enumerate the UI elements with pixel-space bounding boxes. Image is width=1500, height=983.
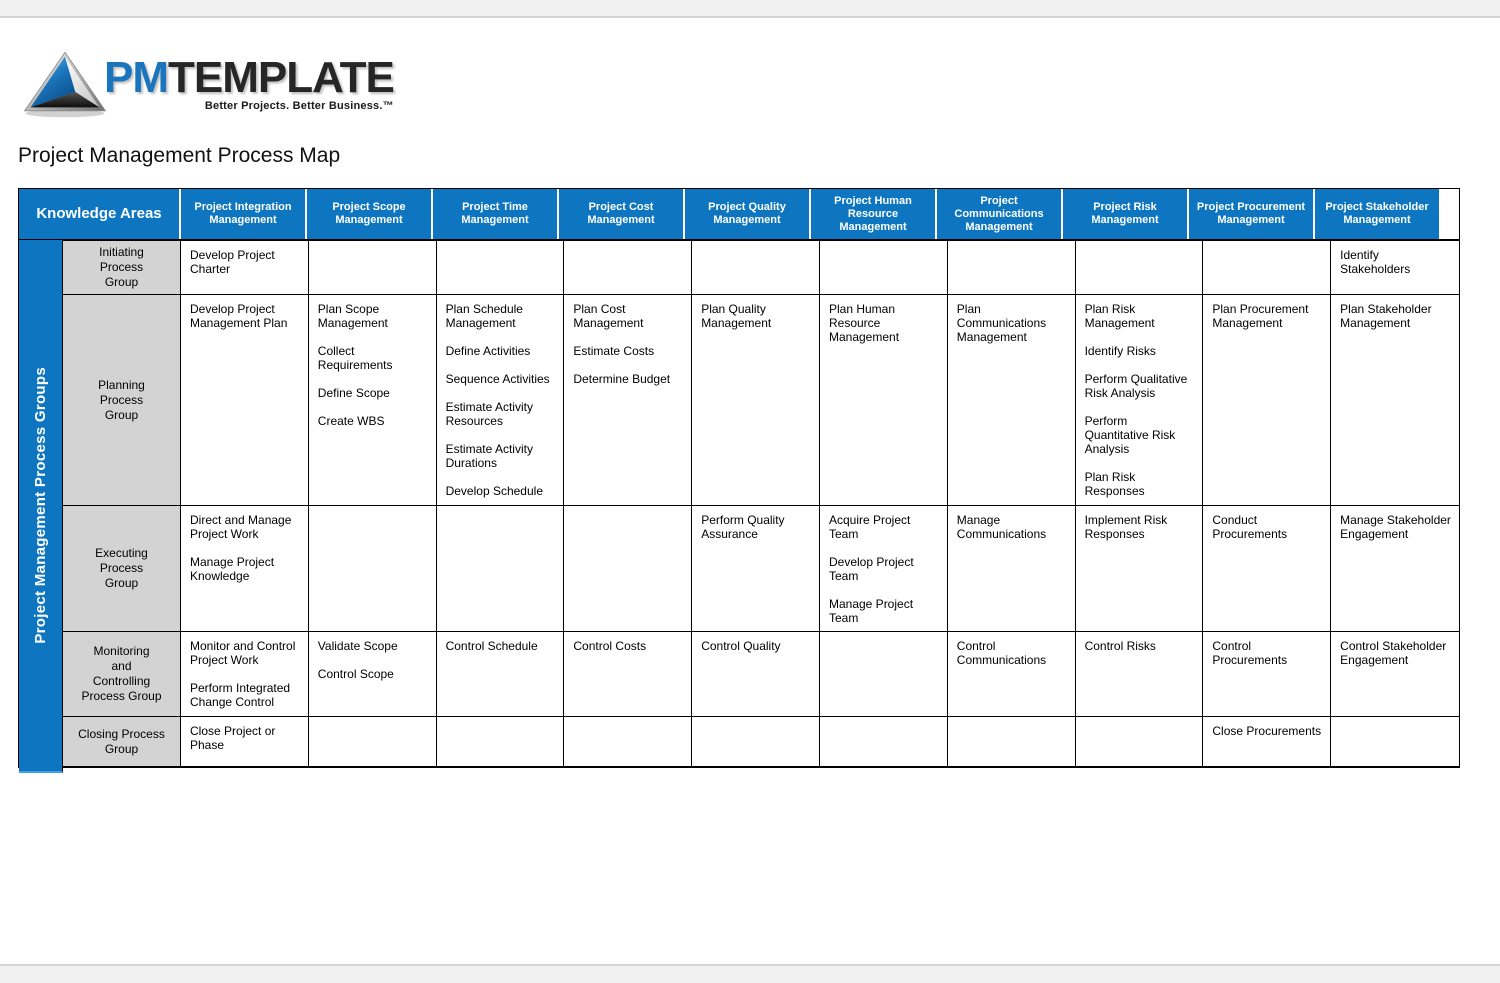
matrix-cell (948, 717, 1076, 766)
process-item: Planning (98, 377, 145, 392)
matrix-cell (309, 506, 437, 631)
matrix-cell (820, 717, 948, 766)
matrix-cell (1331, 295, 1459, 505)
matrix-cell (181, 295, 309, 505)
matrix-cell (564, 632, 692, 716)
process-item: Control Schedule (445, 639, 538, 653)
process-item: Controlling (92, 674, 151, 688)
table-row-closing (63, 716, 1459, 766)
process-item: Direct and Manage Project Work (190, 513, 292, 541)
process-item: Define Activities (445, 344, 531, 358)
matrix-cell (437, 632, 565, 716)
matrix-cell (948, 506, 1076, 631)
matrix-cell (564, 295, 692, 505)
vertical-axis-label: Project Management Process Groups (32, 367, 49, 644)
process-item: Perform Qualitative Risk Analysis (1084, 372, 1188, 400)
table-row-planning (63, 294, 1459, 505)
process-item: Close Procurements (1212, 724, 1322, 738)
column-header-risk: Project Risk Management (1061, 189, 1187, 239)
process-item: Control Quality (701, 639, 781, 653)
column-header-quality: Project Quality Management (683, 189, 809, 239)
process-item: Estimate Activity Durations (445, 442, 533, 470)
matrix-cell (1331, 506, 1459, 631)
process-item: Plan Schedule Management (445, 302, 523, 330)
process-item: Control Scope (317, 667, 394, 681)
process-item: Manage Stakeholder Engagement (1340, 513, 1451, 541)
matrix-cell (309, 241, 437, 294)
matrix-cell (181, 632, 309, 716)
process-group-label (63, 295, 181, 505)
process-item: Conduct Procurements (1212, 513, 1288, 541)
matrix-cell (309, 295, 437, 505)
process-item: Perform Quality Assurance (701, 513, 785, 541)
process-item: Implement Risk Responses (1084, 513, 1168, 541)
top-bar (0, 0, 1500, 18)
process-item: Acquire Project Team (828, 513, 911, 541)
matrix-cell (1076, 717, 1204, 766)
matrix-cell (692, 506, 820, 631)
process-item: Plan Cost Management (573, 302, 644, 330)
process-item: Group (104, 407, 139, 422)
process-item: Initiating (99, 245, 144, 259)
column-header-human-resource: Project Human Resource Management (809, 189, 935, 239)
process-item: Control Communications (956, 639, 1047, 667)
table-body (19, 239, 1459, 766)
matrix-cell (1076, 241, 1204, 294)
table-header-row (19, 189, 1459, 239)
process-item: Identify Risks (1084, 344, 1156, 358)
process-item: Process (99, 392, 144, 407)
matrix-cell (564, 717, 692, 766)
matrix-cell (1203, 717, 1331, 766)
process-item: Group (104, 741, 139, 756)
process-item: Manage Project Team (828, 597, 914, 625)
logo-text-pm: PM (104, 53, 168, 102)
matrix-cell (437, 241, 565, 294)
logo-text-template: TEMPLATE (168, 53, 394, 102)
process-item: Plan Stakeholder Management (1340, 302, 1432, 330)
process-item: Develop Project Team (828, 555, 914, 583)
matrix-cell (692, 295, 820, 505)
table-row-monitoring-controlling (63, 631, 1459, 716)
process-item: Estimate Costs (573, 344, 655, 358)
process-item: and (111, 659, 132, 673)
column-header-integration: Project Integration Management (179, 189, 305, 239)
process-item: Process (99, 561, 144, 575)
column-header-cost: Project Cost Management (557, 189, 683, 239)
process-item: Create WBS (317, 414, 385, 428)
logo (22, 50, 394, 120)
process-group-label (63, 506, 181, 631)
process-item: Develop Project Charter (190, 248, 275, 276)
process-item: Control Risks (1084, 639, 1156, 653)
process-item: Plan Human Resource Management (828, 302, 900, 344)
logo-tagline: Better Projects. Better Business.™ (204, 100, 394, 112)
matrix-cell (309, 717, 437, 766)
matrix-cell (437, 506, 565, 631)
process-item: Monitor and Control Project Work (190, 639, 296, 667)
matrix-cell (1203, 295, 1331, 505)
column-header-time: Project Time Management (431, 189, 557, 239)
process-item: Process Group (81, 689, 162, 703)
process-item: Group (104, 275, 139, 289)
process-item: Closing Process (78, 726, 165, 741)
process-item: Identify Stakeholders (1340, 248, 1411, 276)
process-item: Control Procurements (1212, 639, 1288, 667)
process-item: Estimate Activity Resources (445, 400, 533, 428)
matrix-cell (1076, 632, 1204, 716)
matrix-cell (1331, 632, 1459, 716)
matrix-cell (820, 295, 948, 505)
matrix-cell (820, 632, 948, 716)
matrix-cell (1203, 506, 1331, 631)
matrix-cell (948, 632, 1076, 716)
process-group-label (63, 632, 181, 716)
matrix-cell (692, 717, 820, 766)
process-item: Plan Quality Management (701, 302, 772, 330)
process-item: Develop Project Management Plan (190, 302, 288, 330)
process-item: Monitoring (93, 644, 150, 658)
knowledge-areas-header: Knowledge Areas (19, 189, 179, 239)
matrix-cell (1076, 295, 1204, 505)
matrix-cell (820, 506, 948, 631)
process-item: Manage Project Knowledge (190, 555, 275, 583)
process-group-label (63, 717, 181, 766)
matrix-cell (1076, 506, 1204, 631)
process-item: Control Stakeholder Engagement (1340, 639, 1447, 667)
matrix-cell (1203, 241, 1331, 294)
process-item: Validate Scope (317, 639, 398, 653)
process-item: Close Project or Phase (190, 724, 276, 752)
process-item: Control Costs (573, 639, 647, 653)
process-item: Process (99, 260, 144, 274)
process-map-table (18, 188, 1460, 768)
column-header-procurement: Project Procurement Management (1187, 189, 1313, 239)
matrix-cell (181, 241, 309, 294)
matrix-cell (820, 241, 948, 294)
logo-triangle-icon (22, 50, 108, 120)
table-row-executing (63, 505, 1459, 631)
process-item: Perform Quantitative Risk Analysis (1084, 414, 1176, 456)
matrix-cell (437, 295, 565, 505)
process-item: Sequence Activities (445, 372, 550, 386)
matrix-cell (181, 717, 309, 766)
matrix-cell (564, 506, 692, 631)
matrix-cell (181, 506, 309, 631)
bottom-bar (0, 964, 1500, 983)
process-item: Plan Risk Management (1084, 302, 1155, 330)
table-row-initiating (63, 240, 1459, 294)
process-groups-axis (19, 240, 63, 773)
matrix-cell (1331, 241, 1459, 294)
matrix-cell (437, 717, 565, 766)
process-item: Define Scope (317, 386, 390, 400)
matrix-cell (1203, 632, 1331, 716)
matrix-cell (692, 241, 820, 294)
matrix-cell (1331, 717, 1459, 766)
matrix-cell (309, 632, 437, 716)
process-item: Determine Budget (573, 372, 671, 386)
matrix-cell (692, 632, 820, 716)
process-item: Collect Requirements (317, 344, 393, 372)
column-header-scope: Project Scope Management (305, 189, 431, 239)
matrix-cell (564, 241, 692, 294)
matrix-cell (948, 241, 1076, 294)
process-item: Plan Scope Management (317, 302, 388, 330)
process-item: Develop Schedule (445, 484, 543, 498)
process-item: Manage Communications (956, 513, 1047, 541)
process-item: Perform Integrated Change Control (190, 681, 291, 709)
matrix-cell (948, 295, 1076, 505)
process-group-label (63, 241, 181, 294)
process-item: Group (104, 576, 139, 590)
page-title: Project Management Process Map (18, 144, 341, 167)
column-header-stakeholder: Project Stakeholder Management (1313, 189, 1439, 239)
process-item: Executing (95, 546, 148, 560)
process-item: Plan Communications Management (956, 302, 1047, 344)
column-header-communications: Project Communications Management (935, 189, 1061, 239)
process-item: Plan Procurement Management (1212, 302, 1309, 330)
process-item: Plan Risk Responses (1084, 470, 1145, 498)
